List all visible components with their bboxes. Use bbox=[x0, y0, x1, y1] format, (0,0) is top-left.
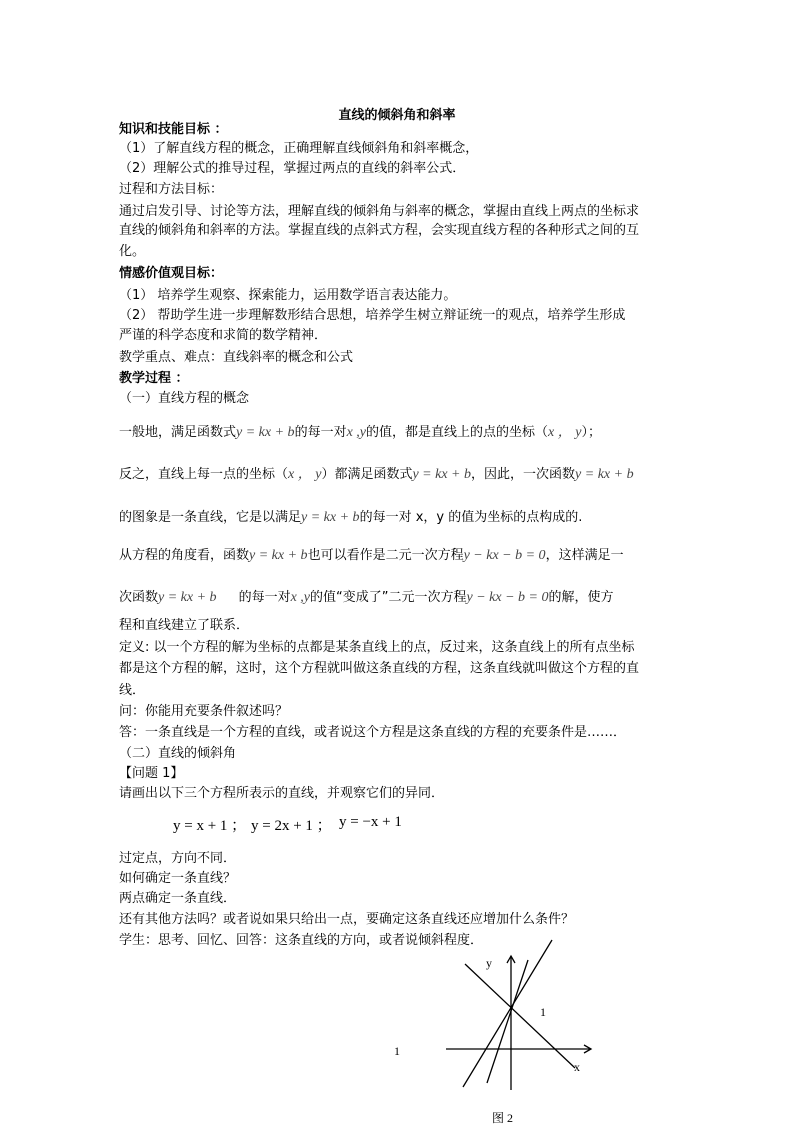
para-line-2: 反之，直线上每一点的坐标（x ， y）都满足函数式y = kx + b，因此，一次函数y = kx + b bbox=[119, 467, 634, 482]
remark-4: 还有其他方法吗？或者说如果只给出一点，要确定这条直线还应增加什么条件？ bbox=[119, 912, 575, 927]
emotion-item-1: （1） 培养学生观察、探索能力，运用数学语言表达能力。 bbox=[119, 288, 457, 303]
para-line-4: 从方程的角度看，函数y = kx + b也可以看作是二元一次方程y − kx − b = 0，这样满足一 bbox=[119, 548, 624, 563]
remark-5: 学生：思考、回忆、回答：这条直线的方向，或者说倾斜程度． bbox=[119, 933, 484, 948]
equation-1: y = x + 1 ； bbox=[173, 818, 247, 834]
formula: x ,y bbox=[346, 425, 367, 440]
formula: x ， y bbox=[548, 425, 582, 440]
figure-caption: 图 2 bbox=[492, 1111, 514, 1125]
section-1-heading: （一）直线方程的概念 bbox=[119, 391, 250, 406]
y-axis-label: y bbox=[486, 956, 492, 970]
formula: y = kx + b bbox=[249, 548, 308, 563]
formula: y = kx + b bbox=[575, 467, 634, 482]
section-2-heading: （二）直线的倾斜角 bbox=[119, 746, 237, 761]
key-points: 教学重点、难点：直线斜率的概念和公式 bbox=[119, 350, 354, 365]
process-line-3: 化。 bbox=[119, 244, 146, 259]
knowledge-heading: 知识和技能目标 ： bbox=[119, 122, 228, 137]
formula: x ,y bbox=[290, 590, 311, 605]
line-negative bbox=[465, 964, 575, 1068]
process-line-1: 通过启发引导、讨论等方法，理解直线的倾斜角与斜率的概念，掌握由直线上两点的坐标求 bbox=[119, 204, 640, 219]
formula: y = kx + b bbox=[158, 590, 217, 605]
definition-line-1: 定义: 以一个方程的解为坐标的点都是某条直线上的点，反过来，这条直线上的所有点坐标 bbox=[119, 640, 635, 655]
definition-line-2: 都是这个方程的解，这时，这个方程就叫做这条直线的方程，这条直线就叫做这个方程的直 bbox=[119, 661, 640, 676]
process-heading: 过程和方法目标： bbox=[119, 182, 224, 197]
knowledge-item-1: （1）了解直线方程的概念，正确理解直线倾斜角和斜率概念， bbox=[119, 141, 479, 156]
para-line-5: 次函数y = kx + b 的每一对x ,y的值“变成了”二元一次方程y − kx − b = 0的解，使方 bbox=[119, 590, 614, 605]
problem-label: 【问题 1】 bbox=[119, 766, 184, 781]
knowledge-item-2: （2）理解公式的推导过程，掌握过两点的直线的斜率公式． bbox=[119, 161, 466, 176]
equation-3: y = −x + 1 bbox=[339, 814, 402, 830]
task-text: 请画出以下三个方程所表示的直线，并观察它们的异同． bbox=[119, 786, 445, 801]
remark-1: 过定点，方向不同． bbox=[119, 851, 237, 866]
left-label-1: 1 bbox=[394, 1044, 400, 1058]
formula: y − kx − b = 0 bbox=[463, 548, 546, 563]
para-line-3: 的图象是一条直线，它是以满足y = kx + b的每一对 x，y 的值为坐标的点构成的. bbox=[119, 510, 583, 525]
formula: y = kx + b bbox=[412, 467, 472, 482]
emotion-heading: 情感价值观目标： bbox=[119, 266, 224, 281]
process-line-2: 直线的倾斜角和斜率的方法。掌握直线的点斜式方程，会实现直线方程的各种形式之间的互 bbox=[119, 223, 640, 238]
equation-2: y = 2x + 1 ； bbox=[251, 818, 332, 834]
answer: 答：一条直线是一个方程的直线，或者说这个方程是这条直线的方程的充要条件是……． bbox=[119, 725, 627, 740]
line-steep bbox=[487, 960, 528, 1083]
emotion-item-3: 严谨的科学态度和求简的数学精神． bbox=[119, 328, 328, 343]
formula: y − kx − b = 0 bbox=[466, 590, 549, 605]
formula: x ， y bbox=[288, 467, 322, 482]
page-title: 直线的倾斜角和斜率 bbox=[338, 108, 456, 123]
formula: y = kx + b bbox=[301, 510, 360, 525]
remark-2: 如何确定一条直线？ bbox=[119, 871, 237, 886]
para-line-1: 一般地，满足函数式y = kx + b的每一对x ,y的值，都是直线上的点的坐标（x ， y）； bbox=[119, 425, 601, 440]
emotion-item-2: （2） 帮助学生进一步理解数形结合思想，培养学生树立辩证统一的观点，培养学生形成 bbox=[119, 308, 626, 323]
question: 问：你能用充要条件叙述吗？ bbox=[119, 704, 289, 719]
figure-label-1: 1 bbox=[540, 1005, 546, 1019]
para-line-6: 程和直线建立了联系． bbox=[119, 618, 250, 633]
remark-3: 两点确定一条直线． bbox=[119, 891, 237, 906]
definition-line-3: 线． bbox=[119, 683, 146, 698]
formula: y = kx + b bbox=[236, 425, 295, 440]
process-title: 教学过程 ： bbox=[119, 371, 189, 386]
x-axis-label: x bbox=[574, 1060, 580, 1074]
